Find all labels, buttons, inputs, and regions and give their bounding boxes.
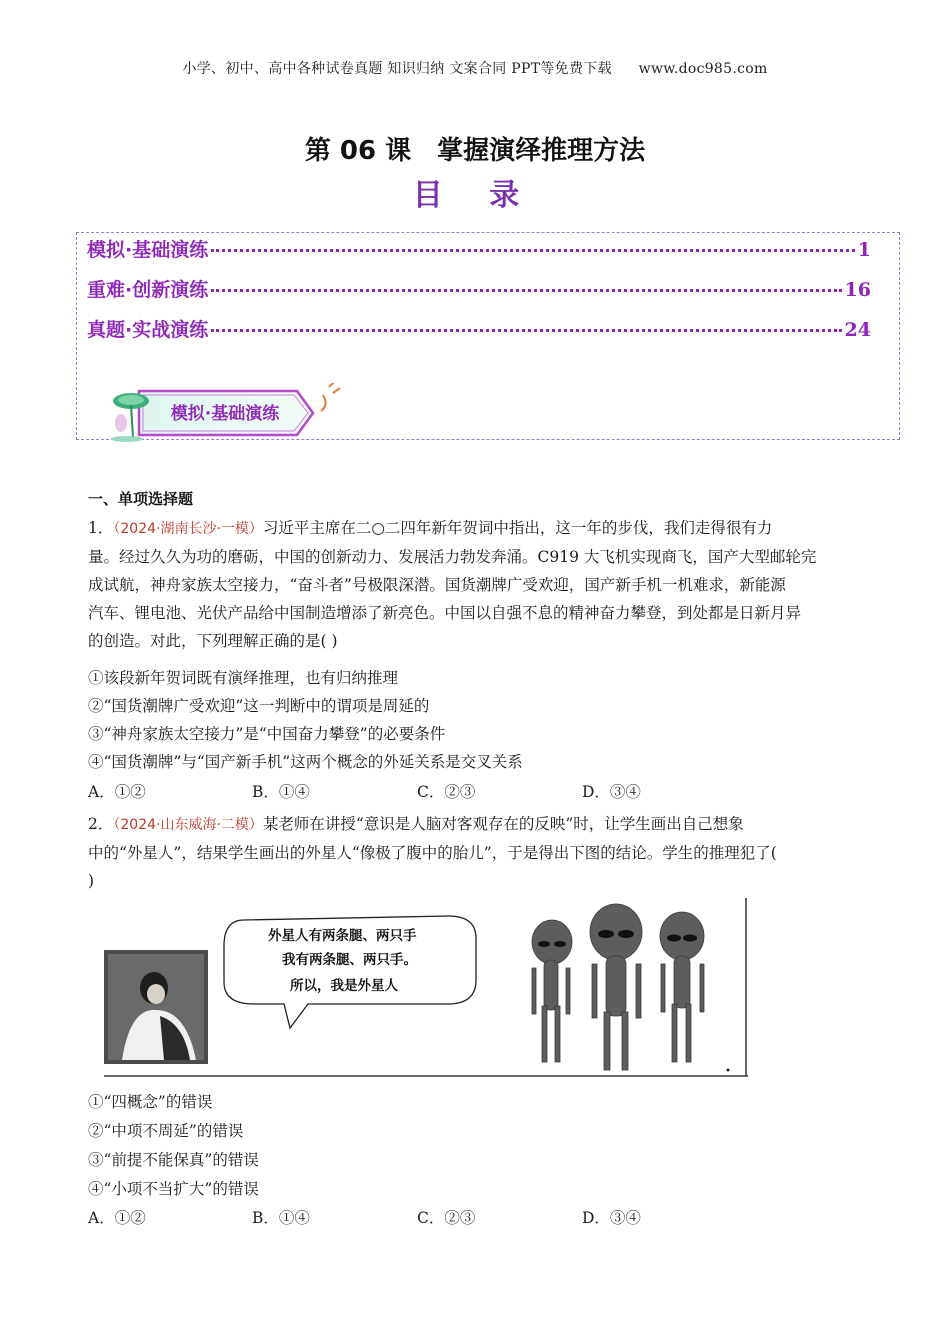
option-a[interactable]: A．①② [88, 1209, 146, 1227]
section-banner [101, 383, 341, 443]
banner-label: 模拟·基础演练 [170, 404, 280, 424]
option-b[interactable]: B．①④ [252, 783, 310, 801]
toc-item-page: 1 [857, 239, 871, 261]
toc-leader-dots [211, 329, 841, 332]
toc-item[interactable] [87, 275, 871, 301]
question-2-stem [88, 810, 868, 895]
alien-cartoon-figure [104, 896, 750, 1078]
statement: ③“前提不能保真”的错误 [88, 1151, 259, 1169]
statement: ④“国货潮牌”与“国产新手机”这两个概念的外延关系是交叉关系 [88, 753, 523, 771]
bubble-line: 外星人有两条腿、两只手 [268, 928, 417, 944]
toc-box [76, 232, 900, 440]
lesson-title [0, 130, 950, 167]
toc-item-label: 模拟·基础演练 [87, 239, 209, 261]
stem-line: ) [88, 872, 95, 890]
toc-leader-dots [211, 289, 841, 292]
toc-item-label: 真题·实战演练 [87, 319, 209, 341]
stem-line: 汽车、锂电池、光伏产品给中国制造增添了新亮色。中国以自强不息的精神奋力攀登，到处都是日新月异 [88, 604, 802, 622]
lesson-name: 掌握演绎推理方法 [437, 136, 646, 166]
option-a[interactable]: A．①② [88, 783, 146, 801]
stem-line: 某老师在讲授“意识是人脑对客观存在的反映”时，让学生画出自己想象 [262, 815, 744, 833]
toc-item[interactable] [87, 235, 871, 261]
section-heading: 一、单项选择题 [88, 490, 194, 508]
toc-item-page: 24 [844, 319, 871, 341]
question-source: （2024·山东威海·二模） [113, 817, 263, 833]
option-d[interactable]: D．③④ [582, 1209, 641, 1227]
option-c[interactable]: C．②③ [417, 1209, 476, 1227]
question-number: 1． [88, 519, 114, 537]
statement: ②“国货潮牌广受欢迎”这一判断中的谓项是周延的 [88, 697, 430, 715]
question-source: （2024·湖南长沙·一模） [113, 521, 263, 537]
stem-line: 习近平主席在二○二四年新年贺词中指出，这一年的步伐，我们走得很有力 [262, 519, 773, 537]
option-b[interactable]: B．①④ [252, 1209, 310, 1227]
toc-item-page: 16 [844, 279, 871, 301]
statement: ①该段新年贺词既有演绎推理，也有归纳推理 [88, 669, 399, 687]
toc-leader-dots [211, 249, 855, 252]
statement: ③“神舟家族太空接力”是“中国奋力攀登”的必要条件 [88, 725, 446, 743]
bubble-line: 我有两条腿、两只手。 [282, 952, 417, 968]
stem-line: 量。经过久久为功的磨砺，中国的创新动力、发展活力勃发奔涌。C919 大飞机实现商飞，国产大型邮轮完 [88, 548, 817, 566]
cartoon-illustration [104, 896, 750, 1078]
bubble-line: 所以，我是外星人 [290, 978, 398, 994]
statement: ④“小项不当扩大”的错误 [88, 1180, 259, 1198]
header-site[interactable]: www.doc985.com [638, 61, 768, 77]
stem-line: 成试航，神舟家族太空接力，“奋斗者”号极限深潜。国货潮牌广受欢迎，国产新手机一机难求，新能源 [88, 576, 786, 594]
header-text: 小学、初中、高中各种试卷真题 知识归纳 文案合同 PPT等免费下载 [182, 61, 612, 77]
toc-item-label: 重难·创新演练 [87, 279, 209, 301]
statement: ①“四概念”的错误 [88, 1093, 213, 1111]
page-header [0, 58, 950, 78]
toc-heading: 目 录 [412, 178, 538, 213]
lesson-number: 第 06 课 [304, 136, 412, 166]
statement: ②“中项不周延”的错误 [88, 1122, 244, 1140]
option-c[interactable]: C．②③ [417, 783, 476, 801]
stem-line: 的创造。对此，下列理解正确的是( ) [88, 632, 338, 650]
question-1-stem [88, 514, 868, 655]
stem-line: 中的“外星人”，结果学生画出的外星人“像极了腹中的胎儿”，于是得出下图的结论。学生的推理犯了( [88, 844, 777, 862]
toc-item[interactable] [87, 315, 871, 341]
option-d[interactable]: D．③④ [582, 783, 641, 801]
question-number: 2． [88, 815, 114, 833]
